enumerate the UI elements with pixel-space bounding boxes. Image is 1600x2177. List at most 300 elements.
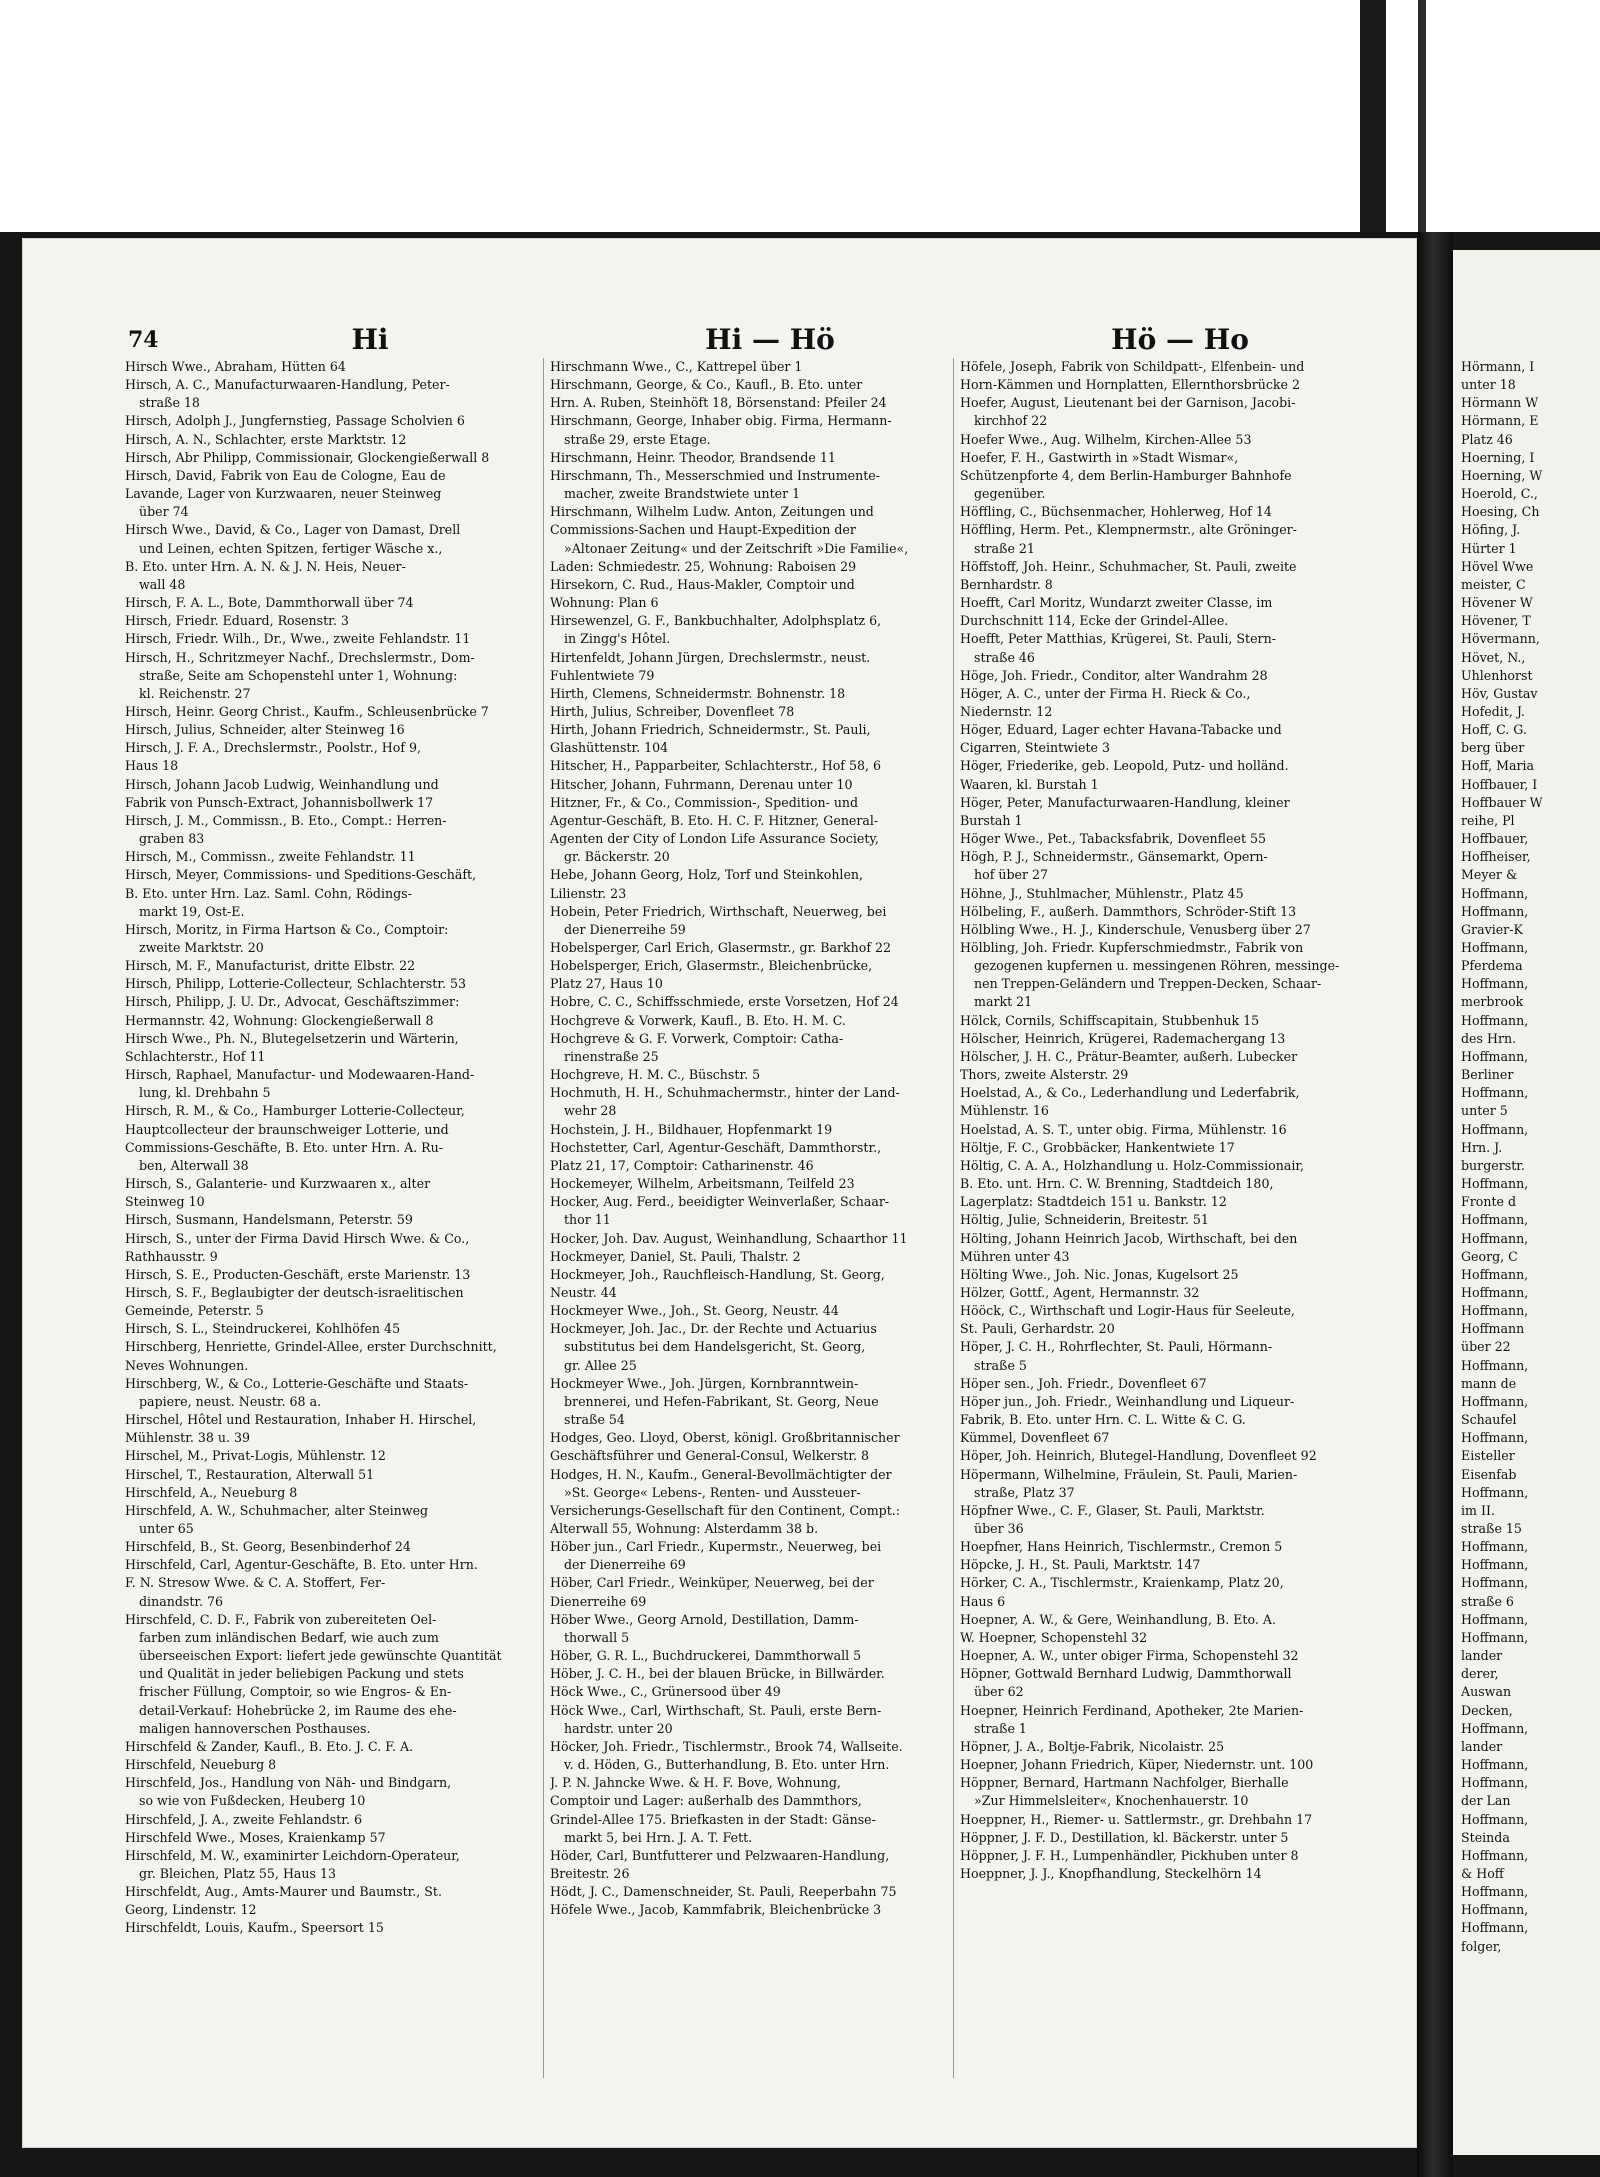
scan-edge xyxy=(1360,0,1386,232)
next-page-line: Höv, Gustav xyxy=(1461,685,1538,701)
directory-line: über 36 xyxy=(974,1521,1024,1536)
directory-line: Agentur-Geschäft, B. Eto. H. C. F. Hitzner, General- xyxy=(550,812,879,828)
directory-line: brennerei, und Hefen-Fabrikant, St. Georg, Neue xyxy=(564,1393,879,1409)
directory-line: Dienerreihe 69 xyxy=(550,1593,647,1609)
directory-line: wall 48 xyxy=(139,576,186,592)
directory-line: über 62 xyxy=(974,1684,1024,1700)
directory-line: Hoelstad, A. S. T., unter obig. Firma, Mühlenstr. 16 xyxy=(960,1121,1287,1137)
next-page-line: Hoffmann, xyxy=(1461,1266,1529,1282)
directory-line: Hoefft, Carl Moritz, Wundarzt zweiter Classe, im xyxy=(960,595,1273,611)
directory-line: Hirsch, Adolph J., Jungfernstieg, Passage Scholvien 6 xyxy=(125,413,465,429)
directory-line: Hirsch, Philipp, Lotterie-Collecteur, Schlachterstr. 53 xyxy=(125,976,467,992)
next-page-line: Hrn. J. xyxy=(1461,1139,1503,1155)
directory-line: Hockmeyer Wwe., Joh. Jürgen, Kornbranntwein- xyxy=(550,1375,859,1391)
next-page-line: Hoff, Maria xyxy=(1461,758,1535,774)
directory-line: Lilienstr. 23 xyxy=(550,885,627,901)
next-page-line: lander xyxy=(1461,1738,1503,1754)
directory-line: Höge, Joh. Friedr., Conditor, alter Wandrahm 28 xyxy=(960,667,1268,683)
book-gutter xyxy=(1417,232,1453,2177)
directory-line: Höper jun., Joh. Friedr., Weinhandlung und Liqueur- xyxy=(960,1393,1295,1409)
directory-line: Hirschmann, George, Inhaber obig. Firma, Hermann- xyxy=(550,413,892,429)
directory-line: Hocker, Joh. Dav. August, Weinhandlung, Schaarthor 11 xyxy=(550,1230,908,1246)
next-page-line: Höfing, J. xyxy=(1461,522,1521,538)
directory-line: »Zur Himmelsleiter«, Knochenhauerstr. 10 xyxy=(974,1793,1249,1809)
directory-line: Hobein, Peter Friedrich, Wirthschaft, Neuerweg, bei xyxy=(550,903,887,919)
next-page-line: Hoffmann, xyxy=(1461,1611,1529,1627)
directory-line: Höpner, J. A., Boltje-Fabrik, Nicolaistr. 25 xyxy=(960,1738,1225,1754)
directory-line: Höber jun., Carl Friedr., Kupermstr., Neuerweg, bei xyxy=(550,1539,882,1555)
directory-line: Hitscher, H., Papparbeiter, Schlachterstr., Hof 58, 6 xyxy=(550,758,882,774)
directory-line: markt 5, bei Hrn. J. A. T. Fett. xyxy=(564,1829,753,1845)
directory-line: straße, Seite am Schopenstehl unter 1, Wohnung: xyxy=(139,667,458,683)
directory-line: hardstr. unter 20 xyxy=(564,1720,673,1736)
directory-line: Hodges, H. N., Kaufm., General-Bevollmächtigter der xyxy=(550,1466,892,1482)
next-page-line: Decken, xyxy=(1461,1702,1513,1718)
next-page-line: lander xyxy=(1461,1648,1503,1664)
directory-line: B. Eto. unter Hrn. A. N. & J. N. Heis, Neuer- xyxy=(125,558,406,574)
directory-line: Hoefer Wwe., Aug. Wilhelm, Kirchen-Allee 53 xyxy=(960,431,1252,447)
directory-line: straße 18 xyxy=(139,395,200,411)
directory-line: Waaren, kl. Burstah 1 xyxy=(960,776,1099,792)
directory-line: Hööck, C., Wirthschaft und Logir-Haus für Seeleute, xyxy=(960,1303,1295,1319)
directory-line: Hauptcollecteur der braunschweiger Lotterie, und xyxy=(125,1121,449,1137)
directory-line: Hochmuth, H. H., Schuhmachermstr., hinter der Land- xyxy=(550,1085,900,1101)
next-page-line: straße 6 xyxy=(1461,1593,1514,1609)
directory-line: Hirsch, S. E., Producten-Geschäft, erste Marienstr. 13 xyxy=(125,1266,471,1282)
directory-line: Hirsch, A. C., Manufacturwaaren-Handlung, Peter- xyxy=(125,377,450,393)
directory-line: »St. George« Lebens-, Renten- und Aussteuer- xyxy=(564,1484,861,1500)
next-page-line: Hörmann, I xyxy=(1461,359,1535,374)
directory-line: Lagerplatz: Stadtdeich 151 u. Bankstr. 12 xyxy=(960,1194,1227,1210)
directory-line: Hirschfeld, A. W., Schuhmacher, alter Steinweg xyxy=(125,1502,429,1518)
directory-line: Comptoir und Lager: außerhalb des Dammthors, xyxy=(550,1793,862,1809)
directory-line: Hölting, Johann Heinrich Jacob, Wirthschaft, bei den xyxy=(960,1230,1298,1246)
next-page-line: Hoffmann, xyxy=(1461,1230,1529,1246)
next-page-line: Eisenfab xyxy=(1461,1466,1517,1482)
directory-line: Hirsch, David, Fabrik von Eau de Cologne, Eau de xyxy=(125,467,446,483)
directory-line: Höhne, J., Stuhlmacher, Mühlenstr., Platz 45 xyxy=(960,885,1244,901)
next-page-line: unter 5 xyxy=(1461,1103,1508,1119)
directory-line: Hirth, Julius, Schreiber, Dovenfleet 78 xyxy=(550,703,795,719)
directory-line: Hirsch, M., Commissn., zweite Fehlandstr. 11 xyxy=(125,849,416,865)
directory-line: Versicherungs-Gesellschaft für den Continent, Compt.: xyxy=(550,1502,900,1518)
directory-line: Hirsch, Meyer, Commissions- und Speditions-Geschäft, xyxy=(125,867,477,883)
directory-line: Hirschfeld, Neueburg 8 xyxy=(125,1757,277,1773)
directory-line: lung, kl. Drehbahn 5 xyxy=(139,1085,271,1101)
directory-line: Georg, Lindenstr. 12 xyxy=(125,1902,257,1918)
next-page-line: Georg, C xyxy=(1461,1248,1518,1264)
directory-line: Höber Wwe., Georg Arnold, Destillation, Damm- xyxy=(550,1611,859,1627)
next-page-line: Hoffheiser, xyxy=(1461,849,1531,865)
directory-line: Hochstetter, Carl, Agentur-Geschäft, Dammthorstr., xyxy=(550,1139,882,1155)
next-page-line: Hoffmann, xyxy=(1461,1484,1529,1500)
next-page-line: Hoffmann, xyxy=(1461,1176,1529,1192)
directory-line: maligen hannoverschen Posthauses. xyxy=(139,1720,371,1736)
next-page-column xyxy=(1461,358,1600,1956)
directory-line: Höper sen., Joh. Friedr., Dovenfleet 67 xyxy=(960,1375,1207,1391)
next-page-line: straße 15 xyxy=(1461,1521,1522,1536)
directory-line: straße 46 xyxy=(974,649,1035,665)
next-page-line: Hoffmann, xyxy=(1461,885,1529,901)
directory-line: Hirschfeldt, Louis, Kaufm., Speersort 15 xyxy=(125,1920,384,1936)
directory-line: Hirsch, Johann Jacob Ludwig, Weinhandlung und xyxy=(125,776,439,792)
directory-line: Hrn. A. Ruben, Steinhöft 18, Börsenstand: Pfeiler 24 xyxy=(550,395,887,411)
directory-line: Commissions-Sachen und Haupt-Expedition der xyxy=(550,522,856,538)
directory-line: F. N. Stresow Wwe. & C. A. Stoffert, Fer- xyxy=(125,1575,386,1591)
directory-line: graben 83 xyxy=(139,831,205,847)
directory-line: kl. Reichenstr. 27 xyxy=(139,685,251,701)
directory-line: Höck Wwe., C., Grünersood über 49 xyxy=(550,1684,781,1700)
next-page-line: Berliner xyxy=(1461,1067,1514,1083)
directory-line: J. P. N. Jahncke Wwe. & H. F. Bove, Wohnung, xyxy=(550,1775,841,1791)
directory-column-1 xyxy=(125,358,535,2118)
directory-line: Mühlenstr. 16 xyxy=(960,1103,1049,1119)
directory-line: Hirsch, R. M., & Co., Hamburger Lotterie-Collecteur, xyxy=(125,1103,465,1119)
directory-line: straße, Platz 37 xyxy=(974,1484,1075,1500)
directory-line: Hölscher, J. H. C., Prätur-Beamter, außerh. Lubecker xyxy=(960,1048,1298,1064)
directory-line: Mühlenstr. 38 u. 39 xyxy=(125,1430,251,1446)
directory-line: Hebe, Johann Georg, Holz, Torf und Steinkohlen, xyxy=(550,867,864,883)
directory-line: Hölting Wwe., Joh. Nic. Jonas, Kugelsort 25 xyxy=(960,1266,1239,1282)
next-page-line: unter 18 xyxy=(1461,377,1516,393)
next-page-line: Hoffmann, xyxy=(1461,1012,1529,1028)
next-page-line: Hoerning, W xyxy=(1461,467,1543,483)
directory-line: Hoepner, A. W., & Gere, Weinhandlung, B. Eto. A. xyxy=(960,1611,1276,1627)
directory-line: Höffstoff, Joh. Heinr., Schuhmacher, St. Pauli, zweite xyxy=(960,558,1297,574)
directory-line: Geschäftsführer und General-Consul, Welkerstr. 8 xyxy=(550,1448,870,1464)
next-page-line: Hoffbauer W xyxy=(1461,794,1543,810)
directory-line: Hölbling, Joh. Friedr. Kupferschmiedmstr., Fabrik von xyxy=(960,940,1304,955)
directory-line: Höltig, Julie, Schneiderin, Breitestr. 51 xyxy=(960,1212,1209,1228)
directory-line: substitutus bei dem Handelsgericht, St. Georg, xyxy=(564,1339,866,1355)
directory-line: Hirschberg, Henriette, Grindel-Allee, erster Durchschnitt, xyxy=(125,1339,497,1355)
directory-line: Hoeppner, J. J., Knopfhandlung, Steckelhörn 14 xyxy=(960,1865,1262,1881)
directory-line: Glashüttenstr. 104 xyxy=(550,740,669,756)
next-page-line: Hürter 1 xyxy=(1461,540,1517,556)
directory-line: farben zum inländischen Bedarf, wie auch zum xyxy=(139,1629,439,1645)
next-page-line: Pferdema xyxy=(1461,958,1523,974)
directory-line: gezogenen kupfernen u. messingenen Röhren, messinge- xyxy=(974,958,1340,974)
next-page-line: Fronte d xyxy=(1461,1194,1517,1210)
directory-line: gegenüber. xyxy=(974,486,1046,502)
directory-line: Fabrik von Punsch-Extract, Johannisbollwerk 17 xyxy=(125,794,434,810)
next-page-line: Hoffmann, xyxy=(1461,1539,1529,1555)
directory-line: Hirschfeld, B., St. Georg, Besenbinderhof 24 xyxy=(125,1539,411,1555)
directory-line: Kümmel, Dovenfleet 67 xyxy=(960,1430,1110,1446)
directory-line: Neves Wohnungen. xyxy=(125,1357,249,1373)
directory-line: B. Eto. unt. Hrn. C. W. Brenning, Stadtdeich 180, xyxy=(960,1176,1274,1192)
directory-line: Burstah 1 xyxy=(960,812,1023,828)
directory-line: Hoelstad, A., & Co., Lederhandlung und Lederfabrik, xyxy=(960,1085,1300,1101)
column-header-3: Hö — Ho xyxy=(1111,323,1249,356)
directory-line: Hitzner, Fr., & Co., Commission-, Spedition- und xyxy=(550,794,859,810)
next-page-line: über 22 xyxy=(1461,1339,1511,1355)
directory-line: Hirschmann, Heinr. Theodor, Brandsende 11 xyxy=(550,449,836,465)
directory-line: Hochgreve, H. M. C., Büschstr. 5 xyxy=(550,1067,761,1083)
directory-line: Hoefer, August, Lieutenant bei der Garnison, Jacobi- xyxy=(960,395,1296,411)
next-page-line: Gravier-K xyxy=(1461,921,1523,937)
next-page-line: Hoffmann, xyxy=(1461,1847,1529,1863)
directory-line: Hölbling Wwe., H. J., Kinderschule, Venusberg über 27 xyxy=(960,921,1311,937)
directory-line: Hirschmann, Th., Messerschmied und Instrumente- xyxy=(550,467,881,483)
page-number: 74 xyxy=(128,327,159,353)
directory-line: Agenten der City of London Life Assurance Society, xyxy=(550,831,879,847)
directory-line: Hirsch, Philipp, J. U. Dr., Advocat, Geschäftszimmer: xyxy=(125,994,460,1010)
next-page-line: Hövet, N., xyxy=(1461,649,1526,665)
directory-line: Hirtenfeldt, Johann Jürgen, Drechslermstr., neust. xyxy=(550,649,871,665)
directory-line: und Qualität in jeder beliebigen Packung und stets xyxy=(139,1666,464,1682)
directory-line: Höber, Carl Friedr., Weinküper, Neuerweg, bei der xyxy=(550,1575,874,1591)
directory-column-3 xyxy=(960,358,1370,2118)
directory-line: »Altonaer Zeitung« und der Zeitschrift »Die Familie«, xyxy=(564,540,909,556)
directory-line: Hirschmann, George, & Co., Kaufl., B. Eto. unter xyxy=(550,377,863,393)
directory-line: Gemeinde, Peterstr. 5 xyxy=(125,1303,264,1319)
next-page-line: Hoffmann, xyxy=(1461,1884,1529,1900)
directory-line: Hobelsperger, Erich, Glasermstr., Bleichenbrücke, xyxy=(550,958,873,974)
directory-line: Hirschfeld, A., Neueburg 8 xyxy=(125,1484,298,1500)
next-page-line: Hörmann, E xyxy=(1461,413,1539,429)
next-page-line: Hoffmann, xyxy=(1461,1121,1529,1137)
next-page-line: des Hrn. xyxy=(1461,1030,1517,1046)
next-page-line: im II. xyxy=(1461,1502,1495,1518)
directory-line: Hirth, Johann Friedrich, Schneidermstr., St. Pauli, xyxy=(550,722,871,738)
directory-line: Hirsch, J. F. A., Drechslermstr., Poolstr., Hof 9, xyxy=(125,740,422,756)
next-page-line: Hoffmann, xyxy=(1461,1575,1529,1591)
directory-line: detail-Verkauf: Hohebrücke 2, im Raume des ehe- xyxy=(139,1702,457,1718)
next-page-line: burgerstr. xyxy=(1461,1157,1525,1173)
next-page-line: Hoffmann, xyxy=(1461,1085,1529,1101)
directory-line: Höder, Carl, Buntfutterer und Pelzwaaren-Handlung, xyxy=(550,1847,890,1863)
next-page-line: Hoffbauer, I xyxy=(1461,776,1538,792)
directory-line: Platz 21, 17, Comptoir: Catharinenstr. 46 xyxy=(550,1157,814,1173)
directory-line: Schlachterstr., Hof 11 xyxy=(125,1048,266,1064)
next-page-line: Hofedit, J. xyxy=(1461,703,1525,719)
directory-line: Breitestr. 26 xyxy=(550,1865,630,1881)
directory-line: Durchschnitt 114, Ecke der Grindel-Allee. xyxy=(960,613,1229,629)
directory-line: Hirschfeld, Carl, Agentur-Geschäfte, B. Eto. unter Hrn. xyxy=(125,1557,478,1573)
directory-line: Hochgreve & G. F. Vorwerk, Comptoir: Catha- xyxy=(550,1030,844,1046)
directory-line: Hölbeling, F., außerh. Dammthors, Schröder-Stift 13 xyxy=(960,903,1297,919)
column-header-2: Hi — Hö xyxy=(705,323,835,356)
directory-line: Platz 27, Haus 10 xyxy=(550,976,663,992)
directory-line: v. d. Höden, G., Butterhandlung, B. Eto. unter Hrn. xyxy=(564,1757,890,1773)
directory-line: Höfele Wwe., Jacob, Kammfabrik, Bleichenbrücke 3 xyxy=(550,1902,882,1918)
directory-line: Mühren unter 43 xyxy=(960,1248,1070,1264)
directory-line: Niedernstr. 12 xyxy=(960,703,1053,719)
directory-line: in Zingg's Hôtel. xyxy=(564,631,671,647)
directory-line: hof über 27 xyxy=(974,867,1049,883)
column-divider xyxy=(543,358,544,2078)
next-page-line: & Hoff xyxy=(1461,1865,1504,1881)
directory-line: der Dienerreihe 69 xyxy=(564,1557,686,1573)
next-page-line: Hoffmann, xyxy=(1461,1303,1529,1319)
directory-line: Höltig, C. A. A., Holzhandlung u. Holz-Commissionair, xyxy=(960,1157,1305,1173)
directory-line: der Dienerreihe 59 xyxy=(564,921,686,937)
directory-line: Haus 18 xyxy=(125,758,179,774)
directory-line: Hirsch, Moritz, in Firma Hartson & Co., Comptoir: xyxy=(125,921,449,937)
directory-line: Fabrik, B. Eto. unter Hrn. C. L. Witte & C. G. xyxy=(960,1412,1246,1428)
directory-line: Hodges, Geo. Lloyd, Oberst, königl. Großbritannischer xyxy=(550,1430,900,1446)
next-page-line: Hoffmann, xyxy=(1461,1920,1529,1936)
directory-line: Hirsch, Julius, Schneider, alter Steinweg 16 xyxy=(125,722,405,738)
directory-line: Hirsewenzel, G. F., Bankbuchhalter, Adolphsplatz 6, xyxy=(550,613,882,629)
directory-line: Haus 6 xyxy=(960,1593,1006,1609)
directory-line: Höper, Joh. Heinrich, Blutegel-Handlung, Dovenfleet 92 xyxy=(960,1448,1317,1464)
directory-line: straße 5 xyxy=(974,1357,1027,1373)
next-page-line: Hoffmann, xyxy=(1461,1430,1529,1446)
directory-line: Höpfner Wwe., C. F., Glaser, St. Pauli, Marktstr. xyxy=(960,1502,1265,1518)
next-page-line: Schaufel xyxy=(1461,1412,1517,1428)
directory-line: Hirsch, S., Galanterie- und Kurzwaaren x., alter xyxy=(125,1176,431,1192)
next-page-line: Hoffmann, xyxy=(1461,1557,1529,1573)
directory-line: Hirsch, Raphael, Manufactur- und Modewaaren-Hand- xyxy=(125,1067,475,1083)
directory-line: Thors, zweite Alsterstr. 29 xyxy=(960,1067,1129,1083)
directory-line: Hirschmann Wwe., C., Kattrepel über 1 xyxy=(550,359,803,374)
directory-line: straße 1 xyxy=(974,1720,1027,1736)
next-page-line: folger, xyxy=(1461,1938,1502,1954)
directory-line: Höber, G. R. L., Buchdruckerei, Dammthorwall 5 xyxy=(550,1648,862,1664)
directory-line: Neustr. 44 xyxy=(550,1284,617,1300)
directory-line: Hermannstr. 42, Wohnung: Glockengießerwall 8 xyxy=(125,1012,434,1028)
next-page-line: Hövener W xyxy=(1461,595,1533,611)
directory-line: Laden: Schmiedestr. 25, Wohnung: Raboisen 29 xyxy=(550,558,857,574)
directory-line: zweite Marktstr. 20 xyxy=(139,940,264,955)
directory-line: Hirsch, Susmann, Handelsmann, Peterstr. 59 xyxy=(125,1212,413,1228)
directory-line: Hoeppner, H., Riemer- u. Sattlermstr., gr. Drehbahn 17 xyxy=(960,1811,1313,1827)
directory-line: Höck Wwe., Carl, Wirthschaft, St. Pauli, erste Bern- xyxy=(550,1702,882,1718)
directory-line: Hoefft, Peter Matthias, Krügerei, St. Pauli, Stern- xyxy=(960,631,1276,647)
directory-line: Hirschfeld & Zander, Kaufl., B. Eto. J. C. F. A. xyxy=(125,1738,414,1754)
next-page-line: reihe, Pl xyxy=(1461,812,1515,828)
next-page-line: Hoffmann, xyxy=(1461,1775,1529,1791)
next-page-line: Uhlenhorst xyxy=(1461,667,1533,683)
directory-line: dinandstr. 76 xyxy=(139,1593,224,1609)
directory-line: Hirsch Wwe., David, & Co., Lager von Damast, Drell xyxy=(125,522,461,538)
next-page-line: merbrook xyxy=(1461,994,1524,1010)
directory-line: Höper, J. C. H., Rohrflechter, St. Pauli, Hörmann- xyxy=(960,1339,1273,1355)
directory-line: Hirschel, T., Restauration, Alterwall 51 xyxy=(125,1466,375,1482)
directory-line: Höffling, C., Büchsenmacher, Hohlerweg, Hof 14 xyxy=(960,504,1272,520)
directory-line: Hirschfeld, J. A., zweite Fehlandstr. 6 xyxy=(125,1811,362,1827)
directory-line: straße 54 xyxy=(564,1412,625,1428)
directory-line: Hirsch, M. F., Manufacturist, dritte Elbstr. 22 xyxy=(125,958,416,974)
directory-line: Hirth, Clemens, Schneidermstr. Bohnenstr. 18 xyxy=(550,685,846,701)
directory-line: Hölzer, Gottf., Agent, Hermannstr. 32 xyxy=(960,1284,1200,1300)
directory-line: Höcker, Joh. Friedr., Tischlermstr., Brook 74, Wallseite. xyxy=(550,1738,903,1754)
directory-line: Hockmeyer, Joh., Rauchfleisch-Handlung, St. Georg, xyxy=(550,1266,885,1282)
directory-line: Cigarren, Steintwiete 3 xyxy=(960,740,1110,756)
directory-line: frischer Füllung, Comptoir, so wie Engros- & En- xyxy=(139,1684,452,1700)
next-page-line: Hoffmann, xyxy=(1461,1811,1529,1827)
next-page-line: derer, xyxy=(1461,1666,1499,1682)
directory-line: macher, zweite Brandstwiete unter 1 xyxy=(564,486,801,502)
directory-line: Höffling, Herm. Pet., Klempnermstr., alte Gröninger- xyxy=(960,522,1297,538)
directory-line: so wie von Fußdecken, Heuberg 10 xyxy=(139,1793,366,1809)
directory-line: Hirsekorn, C. Rud., Haus-Makler, Comptoir und xyxy=(550,576,855,592)
next-page-line: Eisteller xyxy=(1461,1448,1515,1464)
directory-line: Hoefer, F. H., Gastwirth in »Stadt Wismar«, xyxy=(960,449,1239,465)
directory-line: Commissions-Geschäfte, B. Eto. unter Hrn. A. Ru- xyxy=(125,1139,444,1155)
directory-line: Höpner, Gottwald Bernhard Ludwig, Dammthorwall xyxy=(960,1666,1292,1682)
directory-line: thor 11 xyxy=(564,1212,611,1228)
next-page-line: Hövermann, xyxy=(1461,631,1540,647)
directory-line: Wohnung: Plan 6 xyxy=(550,595,659,611)
directory-line: Hoepner, A. W., unter obiger Firma, Schopenstehl 32 xyxy=(960,1648,1299,1664)
directory-line: Hölscher, Heinrich, Krügerei, Rademachergang 13 xyxy=(960,1030,1286,1046)
directory-line: markt 21 xyxy=(974,994,1033,1010)
directory-line: Grindel-Allee 175. Briefkasten in der Stadt: Gänse- xyxy=(550,1811,876,1827)
directory-line: Hirschfeld, Jos., Handlung von Näh- und Bindgarn, xyxy=(125,1775,452,1791)
directory-line: Högh, P. J., Schneidermstr., Gänsemarkt, Opern- xyxy=(960,849,1268,865)
directory-column-2 xyxy=(550,358,960,2118)
directory-line: Hödt, J. C., Damenschneider, St. Pauli, Reeperbahn 75 xyxy=(550,1884,897,1900)
next-page-line: Hoerning, I xyxy=(1461,449,1535,465)
directory-line: Hoepner, Johann Friedrich, Küper, Niedernstr. unt. 100 xyxy=(960,1757,1314,1773)
directory-line: Hirsch Wwe., Ph. N., Blutegelsetzerin und Wärterin, xyxy=(125,1030,459,1046)
directory-line: ben, Alterwall 38 xyxy=(139,1157,249,1173)
directory-line: Hirschmann, Wilhelm Ludw. Anton, Zeitungen und xyxy=(550,504,874,520)
next-page-line: Hoffmann xyxy=(1461,1321,1525,1337)
directory-line: Höger, A. C., unter der Firma H. Rieck & Co., xyxy=(960,685,1251,701)
next-page-line: Hoffmann, xyxy=(1461,1357,1529,1373)
directory-line: Höppner, J. F. H., Lumpenhändler, Pickhuben unter 8 xyxy=(960,1847,1299,1863)
directory-line: kirchhof 22 xyxy=(974,413,1048,429)
directory-line: Höppner, Bernard, Hartmann Nachfolger, Bierhalle xyxy=(960,1775,1289,1791)
directory-line: straße 29, erste Etage. xyxy=(564,431,711,447)
directory-line: Hirsch, J. M., Commissn., B. Eto., Compt.: Herren- xyxy=(125,812,447,828)
next-page-line: Meyer & xyxy=(1461,867,1518,883)
directory-line: Hirsch, F. A. L., Bote, Dammthorwall über 74 xyxy=(125,595,414,611)
next-page-line: Hoffmann, xyxy=(1461,1212,1529,1228)
directory-line: Hirschfeld, M. W., examinirter Leichdorn-Operateur, xyxy=(125,1847,460,1863)
directory-line: Hockemeyer, Wilhelm, Arbeitsmann, Teilfeld 23 xyxy=(550,1176,855,1192)
directory-line: Hochgreve & Vorwerk, Kaufl., B. Eto. H. M. C. xyxy=(550,1012,846,1028)
next-page-line: Hoffmann, xyxy=(1461,1629,1529,1645)
directory-line: Hirschel, M., Privat-Logis, Mühlenstr. 12 xyxy=(125,1448,386,1464)
directory-line: Hirsch, S. F., Beglaubigter der deutsch-israelitischen xyxy=(125,1284,464,1300)
next-page-line: Hövener, T xyxy=(1461,613,1531,629)
directory-line: Schützenpforte 4, dem Berlin-Hamburger Bahnhofe xyxy=(960,467,1292,483)
next-page-line: meister, C xyxy=(1461,576,1526,592)
next-page-line: mann de xyxy=(1461,1375,1517,1391)
directory-line: Bernhardstr. 8 xyxy=(960,576,1053,592)
directory-line: gr. Allee 25 xyxy=(564,1357,637,1373)
directory-line: Hirschel, Hôtel und Restauration, Inhaber H. Hirschel, xyxy=(125,1412,477,1428)
directory-line: St. Pauli, Gerhardstr. 20 xyxy=(960,1321,1115,1337)
directory-line: Hocker, Aug. Ferd., beeidigter Weinverlaßer, Schaar- xyxy=(550,1194,890,1210)
directory-line: Höger Wwe., Pet., Tabacksfabrik, Dovenfleet 55 xyxy=(960,831,1267,847)
directory-line: Hoepfner, Hans Heinrich, Tischlermstr., Cremon 5 xyxy=(960,1539,1283,1555)
next-page-line: Hoffmann, xyxy=(1461,1902,1529,1918)
directory-line: straße 21 xyxy=(974,540,1035,556)
directory-line: markt 19, Ost-E. xyxy=(139,903,245,919)
directory-line: unter 65 xyxy=(139,1521,194,1536)
next-page-line: Hoerold, C., xyxy=(1461,486,1538,502)
directory-line: Hochstein, J. H., Bildhauer, Hopfenmarkt 19 xyxy=(550,1121,833,1137)
scan-edge-secondary xyxy=(1418,0,1426,232)
directory-line: Hölck, Cornils, Schiffscapitain, Stubbenhuk 15 xyxy=(960,1012,1260,1028)
directory-line: thorwall 5 xyxy=(564,1629,630,1645)
directory-line: nen Treppen-Geländern und Treppen-Decken, Schaar- xyxy=(974,976,1322,992)
directory-line: Rathhausstr. 9 xyxy=(125,1248,218,1264)
directory-line: Hirsch Wwe., Abraham, Hütten 64 xyxy=(125,359,346,374)
next-page-line: Hoffmann, xyxy=(1461,1757,1529,1773)
directory-line: Hoepner, Heinrich Ferdinand, Apotheker, 2te Marien- xyxy=(960,1702,1304,1718)
directory-line: Höger, Eduard, Lager echter Havana-Tabacke und xyxy=(960,722,1282,738)
directory-line: Lavande, Lager von Kurzwaaren, neuer Steinweg xyxy=(125,486,442,502)
directory-line: Alterwall 55, Wohnung: Alsterdamm 38 b. xyxy=(550,1521,819,1536)
directory-line: Hockmeyer Wwe., Joh., St. Georg, Neustr. 44 xyxy=(550,1303,839,1319)
